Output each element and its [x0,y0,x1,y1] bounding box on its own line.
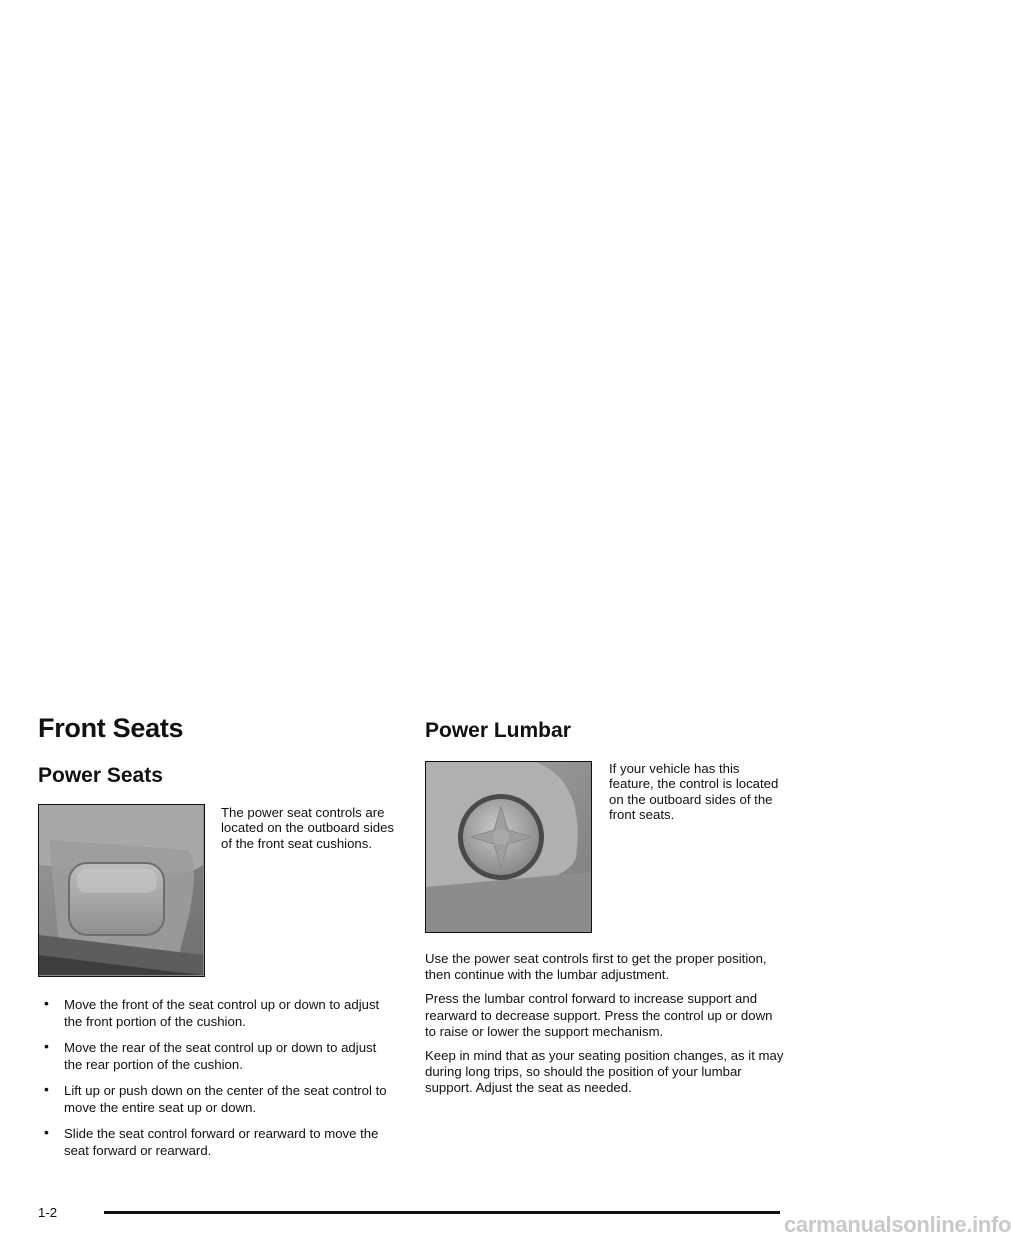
lumbar-control-illustration [426,762,590,931]
list-item: • Move the rear of the seat control up or down to adjust the rear portion of the cushion. [44,1038,377,1072]
watermark: carmanualsonline.info [784,1212,1011,1237]
section-title: Front Seats [38,713,184,743]
seat-control-illustration [39,805,203,975]
lumbar-control-photo [425,761,592,933]
list-item: • Slide the seat control forward or rearward to move the seat forward or rearward. [44,1124,379,1158]
power-seats-intro: The power seat controls are located on the outboard sides of the front seat cushions. [221,805,395,851]
list-item: • Move the front of the seat control up or down to adjust the front portion of the cushion. [44,995,380,1029]
paragraph: Use the power seat controls first to get the proper position, then continue with the lumbar adjustment. [425,951,767,983]
bullet-icon: • [44,1038,49,1054]
bullet-icon: • [44,1124,49,1140]
paragraph: Keep in mind that as your seating position changes, as it may during long trips, so should the position of your lumbar support. Adjust the seat as needed. [425,1048,784,1096]
paragraph: Press the lumbar control forward to increase support and rearward to decrease support. Press the control up or down to raise or lower the support mechanism. [425,991,773,1039]
power-lumbar-intro: If your vehicle has this feature, the control is located on the outboard sides of the front seats. [609,761,779,823]
list-item: • Lift up or push down on the center of the seat control to move the entire seat up or down. [44,1081,387,1115]
power-seat-control-photo [38,804,205,977]
page-number: 1-2 [38,1205,58,1220]
bullet-icon: • [44,995,49,1011]
power-lumbar-paragraphs [425,951,785,1105]
bullet-icon: • [44,1081,49,1097]
power-lumbar-heading: Power Lumbar [425,719,571,742]
power-seats-bullet-list [38,996,398,1168]
footer-divider [104,1211,780,1214]
power-seats-heading: Power Seats [38,764,163,787]
